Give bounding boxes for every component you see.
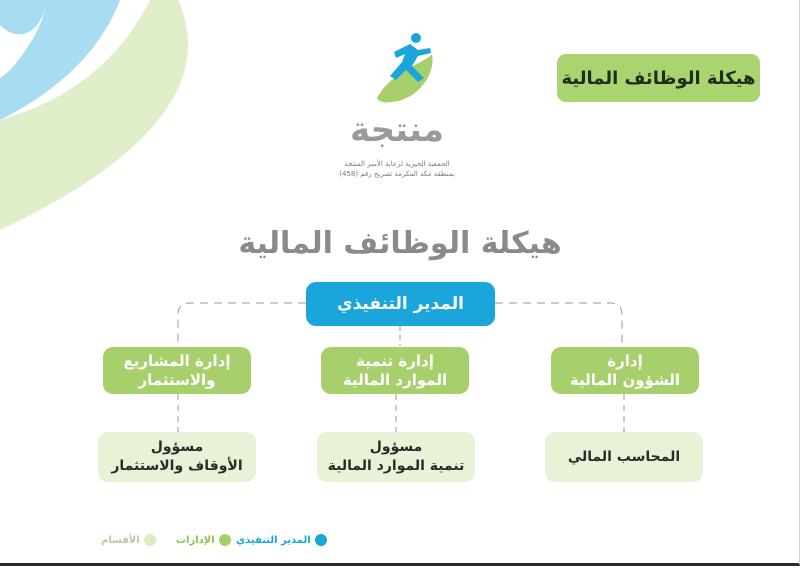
section-endowments-investment xyxy=(98,432,256,482)
legend-sections xyxy=(101,532,156,548)
logo-subtitle-line1: الجمعية الخيرية لرعاية الأسر المنتجة xyxy=(344,160,450,168)
legend-departments-dot xyxy=(219,534,231,546)
department-financial-affairs xyxy=(551,347,699,394)
legend-executive-label: المدير التنفيذي xyxy=(236,534,311,546)
section-line2: الأوقاف والاستثمار xyxy=(111,458,243,474)
logo-subtitle-line2: بمنطقة مكة المكرمة تصريح رقم (458) xyxy=(339,170,455,178)
executive-director-box: المدير التنفيذي xyxy=(306,282,495,326)
dept-line2: والاستثمار xyxy=(138,370,216,389)
legend-departments-label: الإدارات xyxy=(176,534,215,546)
section-line1: المحاسب المالي xyxy=(567,448,681,465)
dept-line1: إدارة المشاريع xyxy=(123,351,231,370)
legend-departments xyxy=(176,532,231,548)
connector-right xyxy=(495,303,622,346)
section-line1: مسؤول xyxy=(150,439,204,455)
dept-line2: الشؤون المالية xyxy=(569,370,681,389)
section-line2: تنمية الموارد المالية xyxy=(327,458,465,474)
legend-sections-label: الأقسام xyxy=(101,534,140,546)
legend-executive-dot xyxy=(315,534,327,546)
logo-wordmark: منتجة xyxy=(350,110,444,150)
legend-sections-dot xyxy=(144,534,156,546)
department-projects-investment xyxy=(103,347,251,394)
dept-line1: إدارة xyxy=(607,351,643,370)
dept-line2: الموارد المالية xyxy=(342,370,448,389)
header-badge: هيكلة الوظائف المالية xyxy=(557,54,760,102)
section-line1: مسؤول xyxy=(369,439,423,455)
legend-executive xyxy=(236,532,327,548)
connector-left xyxy=(178,303,306,346)
page-title: هيكلة الوظائف المالية xyxy=(238,226,562,261)
dept-line1: إدارة تنمية xyxy=(356,351,434,370)
department-financial-resources xyxy=(321,347,469,394)
section-financial-accountant xyxy=(545,432,703,482)
section-resource-development xyxy=(317,432,475,482)
